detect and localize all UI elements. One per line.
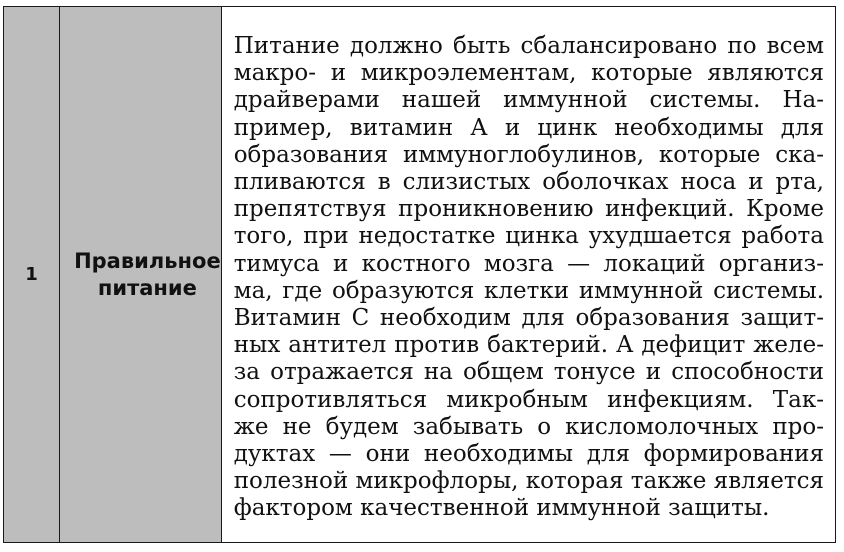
description-line: сопротивляться микробным инфекциям. Так- (233, 386, 824, 413)
description-line: препятствуя проникновению инфекций. Кроме (233, 196, 824, 223)
description-line: полезной микрофлоры, которая также является (233, 468, 824, 495)
row-description-cell (222, 7, 835, 542)
description-line: же не будем забывать о кисломолочных про- (233, 413, 824, 440)
row-number: 1 (25, 264, 38, 285)
nutrition-table (3, 6, 836, 543)
description-line: макро- и микроэлементам, которые являются (233, 60, 824, 87)
row-title-cell (60, 7, 222, 542)
description-line: пример, витамин А и цинк необходимы для (233, 114, 824, 141)
row-number-cell (4, 7, 60, 542)
description-line: образования иммуноглобулинов, которые ска- (233, 141, 824, 168)
description-line: Питание должно быть сбалансировано по всем (233, 33, 824, 59)
description-line: пливаются в слизистых оболочках носа и рта, (233, 169, 824, 196)
description-line: Витамин С необходим для образования защит- (233, 305, 824, 332)
description-line: того, при недостатке цинка ухудшается работа (233, 223, 824, 250)
row-title-line: питание (97, 275, 197, 300)
row-title-line: Правильное (74, 248, 221, 273)
description-line: дуктах — они необходимы для формирования (233, 441, 824, 468)
description-line: тимуса и костного мозга — локаций организ- (233, 250, 824, 277)
description-line: драйверами нашей иммунной системы. На- (233, 87, 824, 114)
description-line: ных антител против бактерий. А дефицит желе- (233, 332, 824, 359)
description-line: ма, где образуются клетки иммунной системы. (233, 277, 824, 304)
row-title (74, 248, 221, 302)
description-line: за отражается на общем тонусе и способности (233, 359, 824, 386)
description-line: фактором качественной иммунной защиты. (233, 495, 770, 522)
